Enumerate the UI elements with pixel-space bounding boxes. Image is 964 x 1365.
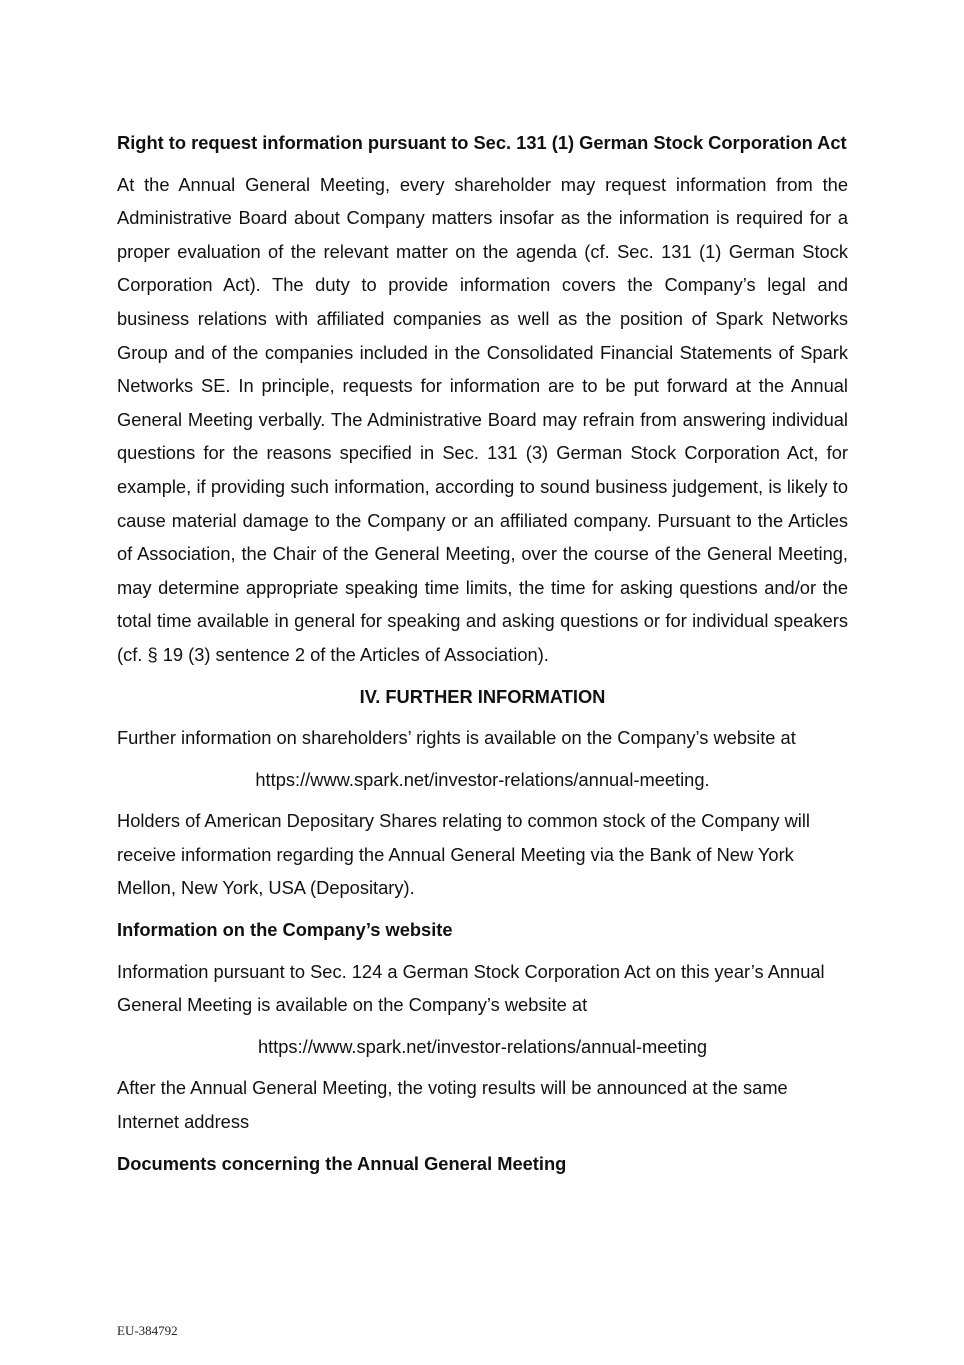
- voting-results-paragraph: After the Annual General Meeting, the voting results will be announced at the same Internet address: [117, 1077, 788, 1133]
- shareholder-rights-url: https://www.spark.net/investor-relations/annual-meeting.: [255, 768, 710, 790]
- annual-meeting-url: https://www.spark.net/investor-relations/annual-meeting: [257, 1035, 708, 1057]
- ads-paragraph: Holders of American Depositary Shares relating to common stock of the Company will receive information regarding the Annual General Meeting via the Bank of New York Mellon, New York, USA (Depositary).: [117, 810, 810, 899]
- website-heading: Information on the Company’s website: [117, 919, 453, 941]
- document-body: [117, 126, 848, 1180]
- documents-heading: Documents concerning the Annual General Meeting: [117, 1152, 567, 1174]
- website-paragraph: Information pursuant to Sec. 124 a German Stock Corporation Act on this year’s Annual General Meeting is available on the Company’s website at: [117, 960, 825, 1016]
- document-id-footer: EU-384792: [117, 1323, 178, 1338]
- further-information-heading: IV. FURTHER INFORMATION: [359, 685, 606, 707]
- rights-heading: Right to request information pursuant to Sec. 131 (1) German Stock Corporation Act: [117, 132, 847, 153]
- rights-paragraph: At the Annual General Meeting, every shareholder may request information from the Administrative Board about Company matters insofar as the information is required for a proper evaluation of the relevant matter on the agenda (cf. Sec. 131 (1) German Stock Corporation Act). The duty to provide information covers the Company’s legal and business relations with affiliated companies as well as the position of Spark Networks Group and of the companies included in the Consolidated Financial Statements of Spark Networks SE. In principle, requests for information are to be put forward at the Annual General Meeting verbally. The Administrative Board may refrain from answering individual questions for the reasons specified in Sec. 131 (3) German Stock Corporation Act, for example, if providing such information, according to sound business judgement, is likely to cause material damage to the Company or an affiliated company. Pursuant to the Articles of Association, the Chair of the General Meeting, over the course of the General Meeting, may determine appropriate speaking time limits, the time for asking questions and/or the total time available in general for speaking and asking questions or for individual speakers (cf. § 19 (3) sentence 2 of the Articles of Association).: [117, 173, 848, 665]
- further-information-intro: Further information on shareholders’ rights is available on the Company’s website at: [117, 727, 796, 749]
